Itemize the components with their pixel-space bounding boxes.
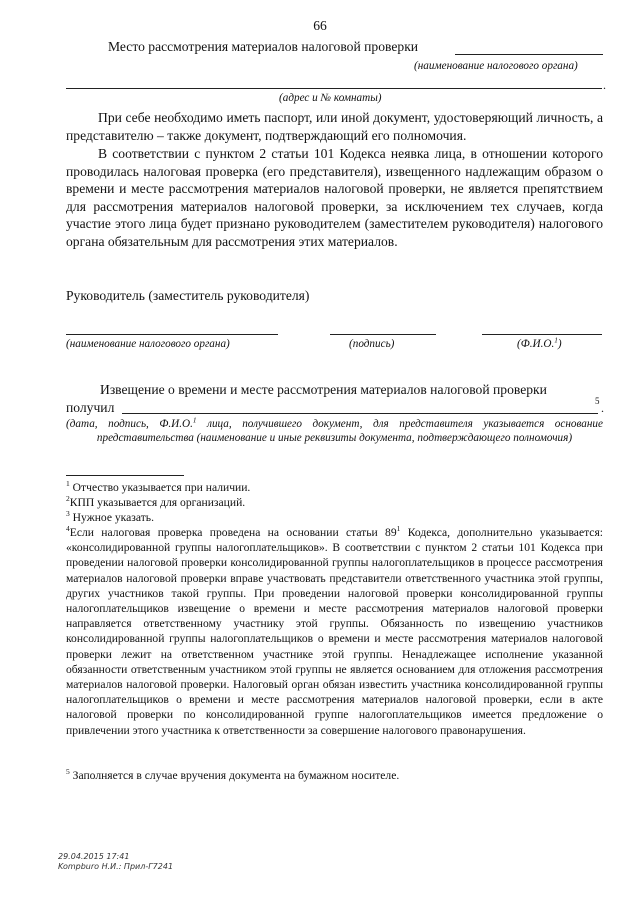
paragraph-article-101: В соответствии с пунктом 2 статьи 101 Кодекса неявка лица, в отношении которого проводилась налоговая проверка (его представителя), извещенного надлежащим образом о времени и месте рассмотрения материалов налоговой проверки, не является препятствием для рассмотрения материалов налоговой проверки, за исключением тех случаев, когда участие этого лица будет признано руководителем (заместителем руководителя) налогового органа обязательным для рассмотрения этих материалов. [66, 146, 603, 249]
notice-title: Извещение о времени и месте рассмотрения материалов налоговой проверки [100, 382, 547, 397]
footnote-3: $^3$ Нужное указать. [66, 509, 154, 524]
received-footnote-mark: 5 [595, 396, 600, 406]
place-blank-line [455, 54, 603, 55]
received-line-dot: . [601, 401, 604, 415]
address-caption: (адрес и № комнаты) [279, 92, 382, 104]
footnote-4: $^4$Если налоговая проверка проведена на основании статьи $89^1$ Кодекса, дополнительно указывается: «консолидированной группы налогоплательщиков». В соответствии с пунктом 2 статьи 101 Кодекса при проведении налоговой проверки консолидированной группы налогоплательщиков в процессе рассмотрения материалов налоговой проверки вправе участвовать представители ответственного участника этой группы, других участников такой группы. При проведении налоговой проверки консолидированной группы налогоплательщиков извещение о времени и месте рассмотрения материалов налоговой проверки направляется ответственному участнику этой группы. Обязанность по извещению участников консолидированной группы налогоплательщиков о времени и месте рассмотрения материалов налоговой проверки лежит на ответственном участнике этой группы. Ненадлежащее исполнение указанной обязанности ответственным участником этой группы не является основанием для отложения рассмотрения материалов налоговой проверки. Налоговый орган обязан известить участника консолидированной группы налогоплательщиков о времени и месте рассмотрения материалов налоговой проверки, если в акте налоговой проверки по консолидированной группе налогоплательщиков имеется предложение о привлечении этого участника к ответственности за совершение налогового правонарушения. [66, 524, 603, 737]
address-blank-line [66, 88, 602, 89]
print-stamp-date: 29.04.2015 17:41 [58, 852, 130, 861]
place-caption: (наименование налогового органа) [414, 60, 578, 72]
sig-line-signature [330, 334, 436, 335]
footnote-separator [66, 475, 184, 476]
caption-fio: (Ф.И.О.$^1$) [517, 336, 562, 350]
print-stamp [58, 852, 173, 872]
footnote-5: $^5$ Заполняется в случае вручения документа на бумажном носителе. [66, 767, 400, 782]
caption-signature: (подпись) [349, 338, 395, 350]
sig-line-organ [66, 334, 278, 335]
received-label: получил [66, 400, 115, 415]
place-label: Место рассмотрения материалов налоговой проверки [108, 39, 419, 54]
paragraph-passport: При себе необходимо иметь паспорт, или иной документ, удостоверяющий личность, а представителю – также документ, подтверждающий его полномочия. [66, 110, 603, 143]
address-line-dot: . [603, 78, 606, 92]
page-number: 66 [313, 18, 327, 33]
received-blank-line [122, 413, 598, 414]
print-stamp-source: Kompburo Н.И.: Прил-Г7241 [58, 862, 174, 871]
head-label: Руководитель (заместитель руководителя) [66, 288, 310, 303]
caption-organ: (наименование налогового органа) [66, 338, 230, 350]
received-caption: (дата, подпись, Ф.И.О.$^1$ лица, получившего документ, для представителя указывается основание представительства (наименование и иные реквизиты документа, подтверждающего полномочия) [66, 416, 603, 444]
footnote-1: $^1$ Отчество указывается при наличии. [66, 479, 251, 494]
footnote-2: $^2$КПП указывается для организаций. [66, 494, 246, 509]
sig-line-fio [482, 334, 602, 335]
